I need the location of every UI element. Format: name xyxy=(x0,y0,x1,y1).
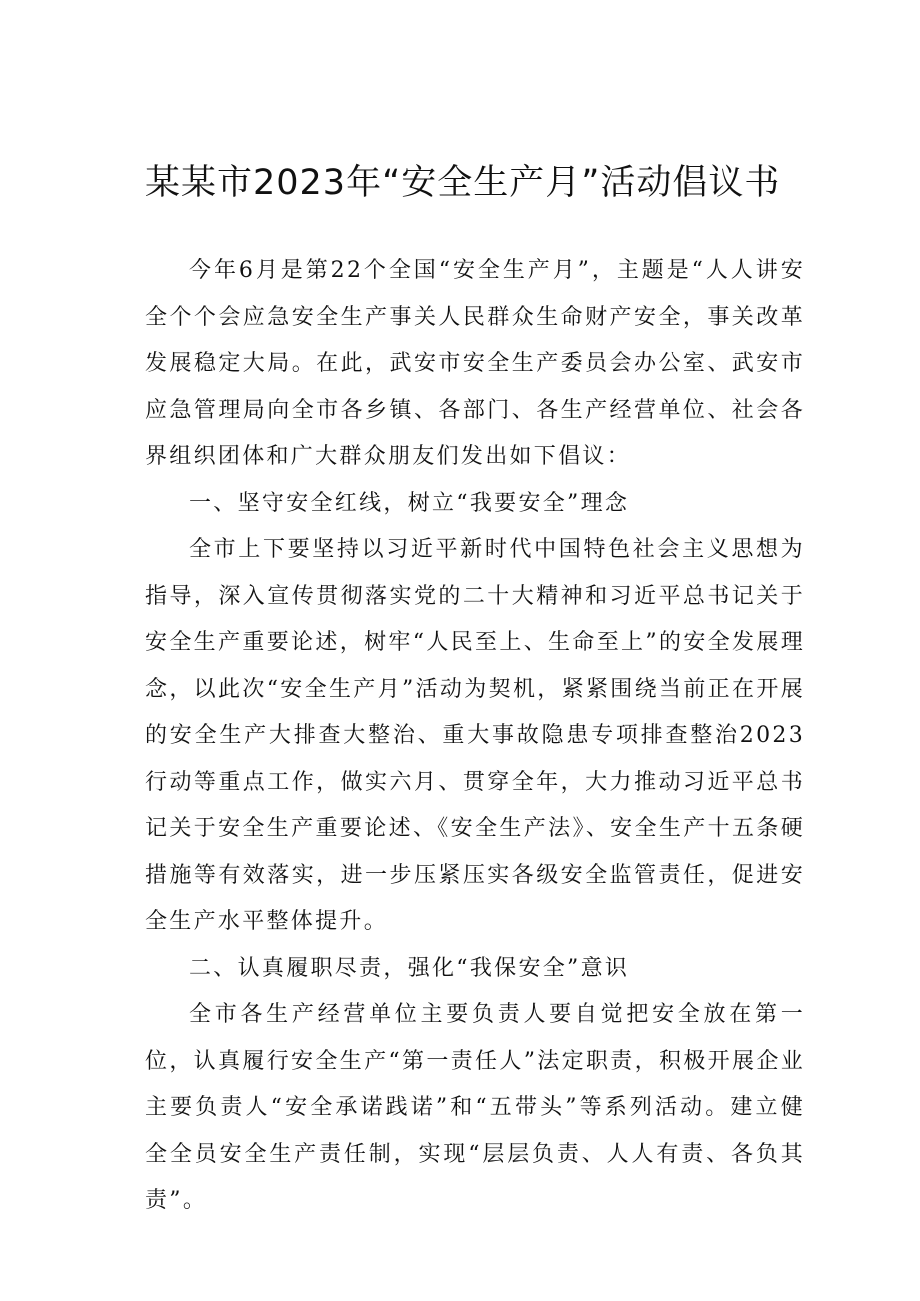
section-2-paragraph: 全市各生产经营单位主要负责人要自觉把安全放在第一位，认真履行安全生产“第一责任人”法定职责，积极开展企业主要负责人“安全承诺践诺”和“五带头”等系列活动。建立健全全员安全生产责任制，实现“层层负责、人人有责、各负其责”。 xyxy=(145,1002,805,1213)
section-1-paragraph: 全市上下要坚持以习近平新时代中国特色社会主义思想为指导，深入宣传贯彻落实党的二十大精神和习近平总书记关于安全生产重要论述，树牢“人民至上、生命至上”的安全发展理念，以此次“安全生产月”活动为契机，紧紧围绕当前正在开展的安全生产大排查大整治、重大事故隐患专项排查整治2023行动等重点工作，做实六月、贯穿全年，大力推动习近平总书记关于安全生产重要论述、《安全生产法》、安全生产十五条硬措施等有效落实，进一步压紧压实各级安全监管责任，促进安全生产水平整体提升。 xyxy=(145,537,805,934)
section-2-heading: 二、认真履职尽责，强化“我保安全”意识 xyxy=(189,955,630,981)
intro-paragraph: 今年6月是第22个全国“安全生产月”，主题是“人人讲安全个个会应急安全生产事关人民群众生命财产安全，事关改革发展稳定大局。在此，武安市安全生产委员会办公室、武安市应急管理局向全市各乡镇、各部门、各生产经营单位、社会各界组织团体和广大群众朋友们发出如下倡议： xyxy=(145,258,805,469)
section-1-heading: 一、坚守安全红线，树立“我要安全”理念 xyxy=(189,490,630,516)
document-body xyxy=(145,248,805,1225)
document-title: 某某市2023年“安全生产月”活动倡议书 xyxy=(145,163,781,203)
